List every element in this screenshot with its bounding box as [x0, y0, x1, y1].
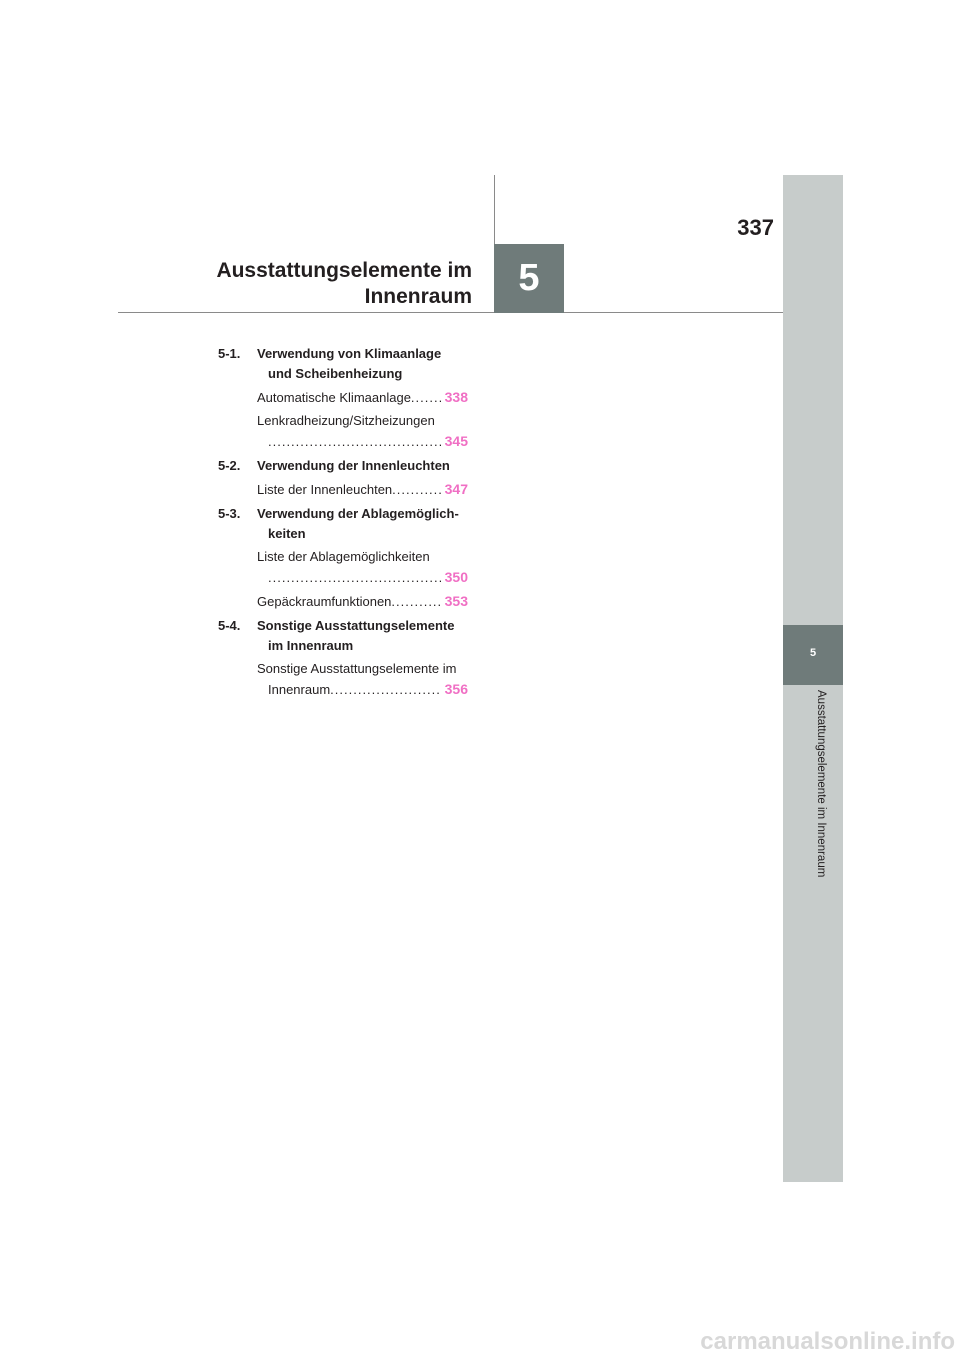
section-number: 5-3.	[218, 506, 241, 521]
leader-dots	[391, 592, 440, 612]
entry-text: Liste der Innenleuchten	[257, 482, 393, 497]
leader-dots	[392, 480, 440, 500]
toc-section-5-4[interactable]	[218, 616, 468, 656]
table-of-contents	[218, 344, 468, 700]
header-vertical-rule	[494, 175, 495, 245]
toc-entry-automatische-klimaanlage[interactable]	[218, 387, 468, 408]
leader-dots	[330, 680, 440, 700]
page-reference[interactable]: 338	[444, 389, 468, 405]
chapter-title	[150, 258, 472, 310]
page-reference[interactable]: 350	[444, 569, 468, 585]
entry-text-line1: Sonstige Ausstattungselemente im	[257, 661, 457, 676]
header-horizontal-rule	[118, 312, 783, 313]
section-title-line2: keiten	[268, 526, 306, 541]
side-tab-number[interactable]: 5	[783, 625, 843, 685]
section-title	[257, 344, 468, 384]
toc-entry-sonstige-ausstattungselemente[interactable]	[218, 659, 468, 700]
side-tab-label: Ausstattungselemente im Innenraum	[815, 690, 827, 878]
chapter-title-line2: Innenraum	[364, 285, 472, 308]
section-title-line2: und Scheibenheizung	[268, 366, 403, 381]
section-title: Verwendung der Innenleuchten	[257, 458, 450, 473]
section-title-line1: Verwendung der Ablagemöglich-	[257, 506, 459, 521]
section-title-line1: Verwendung von Klimaanlage	[257, 346, 442, 361]
section-number: 5-2.	[218, 458, 241, 473]
chapter-title-line1: Ausstattungselemente im	[216, 259, 472, 282]
side-tab-label-container	[783, 690, 843, 920]
entry-text-line2: Innenraum	[268, 682, 331, 697]
entry-text: Liste der Ablagemöglichkeiten	[257, 549, 430, 564]
toc-entry-liste-ablagemoeglichkeiten[interactable]	[218, 547, 468, 588]
entry-text: Gepäckraumfunktionen	[257, 594, 392, 609]
entry-text: Automatische Klimaanlage	[257, 390, 411, 405]
toc-section-5-2[interactable]	[218, 456, 468, 476]
toc-entry-lenkradheizung[interactable]	[218, 411, 468, 452]
page-reference[interactable]: 356	[444, 681, 468, 697]
chapter-number-box: 5	[494, 244, 564, 313]
leader-dots	[411, 388, 441, 408]
leader-dots	[268, 432, 441, 452]
section-title	[257, 504, 468, 544]
section-number: 5-4.	[218, 618, 241, 633]
section-title-line1: Sonstige Ausstattungselemente	[257, 618, 455, 633]
entry-text: Lenkradheizung/Sitzheizungen	[257, 413, 435, 428]
leader-dots	[268, 568, 441, 588]
toc-entry-liste-innenleuchten[interactable]	[218, 479, 468, 500]
watermark-logo	[625, 1328, 955, 1354]
toc-section-5-3[interactable]	[218, 504, 468, 544]
toc-section-5-1[interactable]	[218, 344, 468, 384]
page-reference[interactable]: 347	[444, 481, 468, 497]
section-title-line2: im Innenraum	[268, 638, 354, 653]
watermark-text: carmanualsonline.info	[700, 1328, 955, 1354]
section-number: 5-1.	[218, 346, 241, 361]
page-reference[interactable]: 345	[444, 433, 468, 449]
page-reference[interactable]: 353	[444, 593, 468, 609]
toc-entry-gepaeckraumfunktionen[interactable]	[218, 591, 468, 612]
page-number: 337	[737, 215, 774, 240]
section-title	[257, 616, 468, 656]
